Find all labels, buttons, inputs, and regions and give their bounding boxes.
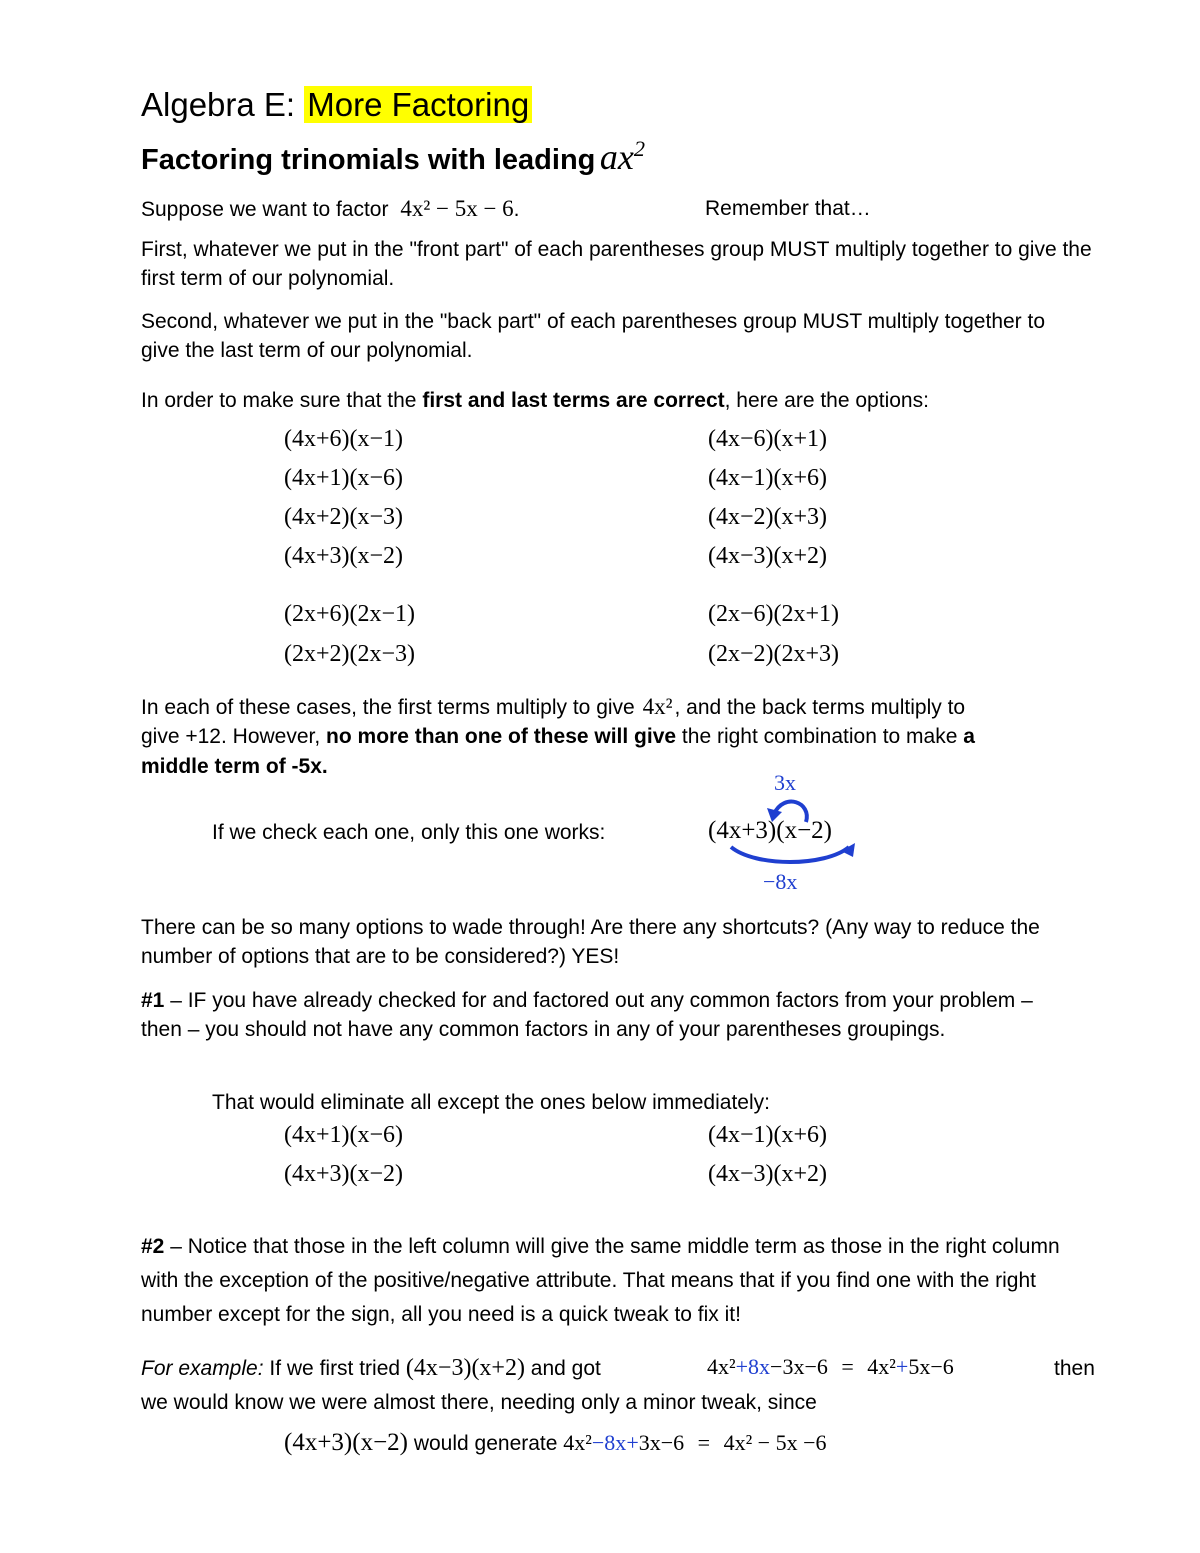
example-correct: (4x+3)(x−2)	[284, 1429, 408, 1456]
eliminate-text: That would eliminate all except the ones below immediately:	[212, 1091, 770, 1114]
option-right-6: (2x−2)(2x+3)	[708, 641, 840, 667]
intro-line	[141, 194, 520, 224]
intro-period: .	[513, 198, 520, 221]
title-prefix: Algebra E:	[141, 86, 296, 123]
title-highlight: More Factoring	[304, 86, 532, 123]
cases-middle-term: middle term of -5x.	[141, 755, 328, 778]
rule-first: First, whatever we put in the "front part" of each parentheses group MUST multiply together to give the first term of our polynomial.	[141, 238, 1092, 290]
option-left-5: (2x+6)(2x−1)	[284, 601, 416, 627]
option-right-3: (4x−2)(x+3)	[708, 504, 828, 530]
option-left-2: (4x+1)(x−6)	[284, 465, 404, 491]
shortcut-question: There can be so many options to wade through! Are there any shortcuts? (Any way to reduce the number of options that are to be considered?) YES!	[141, 916, 1040, 968]
cases-line-1: In each of these cases, the first terms multiply to give 4x², and the back terms multiply to	[141, 694, 966, 719]
options-intro-bold: first and last terms are correct	[422, 389, 725, 412]
tip-1: #1 – IF you have already checked for and factored out any common factors from your problem – then – you should not have any common factors in any of your parentheses groupings.	[141, 989, 1033, 1041]
example-line-1: For example: If we first tried (4x−3)(x+2) and got	[141, 1355, 601, 1381]
inner-product-label: 3x	[774, 770, 796, 795]
remaining-left-2: (4x+3)(x−2)	[284, 1161, 404, 1187]
section-heading-text: Factoring trinomials with leading	[141, 144, 596, 176]
intro-expression: 4x² − 5x − 6	[400, 196, 514, 221]
remaining-right-1: (4x−1)(x+6)	[708, 1122, 828, 1148]
example-line-3: (4x+3)(x−2) would generate 4x²−8x+3x−6 = 4x² − 5x −6	[284, 1429, 827, 1456]
option-right-2: (4x−1)(x+6)	[708, 465, 828, 491]
example-line-2: we would know we were almost there, needing only a minor tweak, since	[141, 1391, 817, 1414]
check-text: If we check each one, only this one works:	[212, 821, 606, 844]
section-heading	[141, 136, 645, 178]
intro-text: Suppose we want to factor	[141, 198, 389, 221]
example-tried: (4x−3)(x+2)	[405, 1355, 525, 1381]
example-label: For example:	[141, 1357, 264, 1380]
option-left-1: (4x+6)(x−1)	[284, 426, 404, 452]
option-right-4: (4x−3)(x+2)	[708, 543, 828, 569]
cases-line-2: give +12. However, no more than one of these will give the right combination to make a	[141, 725, 975, 748]
cases-term: 4x²	[642, 694, 673, 719]
leading-term: $ax^2$	[599, 136, 645, 177]
check-expression: (4x+3)(x−2)	[708, 817, 832, 844]
example-then: then	[1054, 1357, 1095, 1380]
options-intro: In order to make sure that the first and last terms are correct, here are the options:	[141, 389, 929, 412]
rule-second: Second, whatever we put in the "back part" of each parentheses group MUST multiply together to give the last term of our polynomial.	[141, 310, 1046, 362]
option-left-3: (4x+2)(x−3)	[284, 504, 404, 530]
tip-2-number: #2	[141, 1235, 165, 1258]
tip-1-number: #1	[141, 989, 165, 1012]
option-left-6: (2x+2)(2x−3)	[284, 641, 416, 667]
outer-product-label: −8x	[763, 869, 798, 894]
option-right-5: (2x−6)(2x+1)	[708, 601, 840, 627]
remaining-left-1: (4x+1)(x−6)	[284, 1122, 404, 1148]
cases-line-3	[141, 752, 328, 781]
option-left-4: (4x+3)(x−2)	[284, 543, 404, 569]
remaining-right-2: (4x−3)(x+2)	[708, 1161, 828, 1187]
cases-bold: no more than one of these will give	[326, 725, 677, 748]
example-got: 4x²+8x−3x−6 = 4x²+5x−6	[707, 1354, 954, 1379]
option-right-1: (4x−6)(x+1)	[708, 426, 828, 452]
example-generated: 4x²−8x+3x−6 = 4x² − 5x −6	[563, 1430, 827, 1455]
remember-note: Remember that…	[705, 197, 871, 220]
page-title	[141, 86, 532, 124]
tip-2: #2 – Notice that those in the left column will give the same middle term as those in the right column with the exception of the positive/negative attribute. That means that if you find one with the right number except for the sign, all you need is a quick tweak to fix it!	[141, 1235, 1060, 1326]
